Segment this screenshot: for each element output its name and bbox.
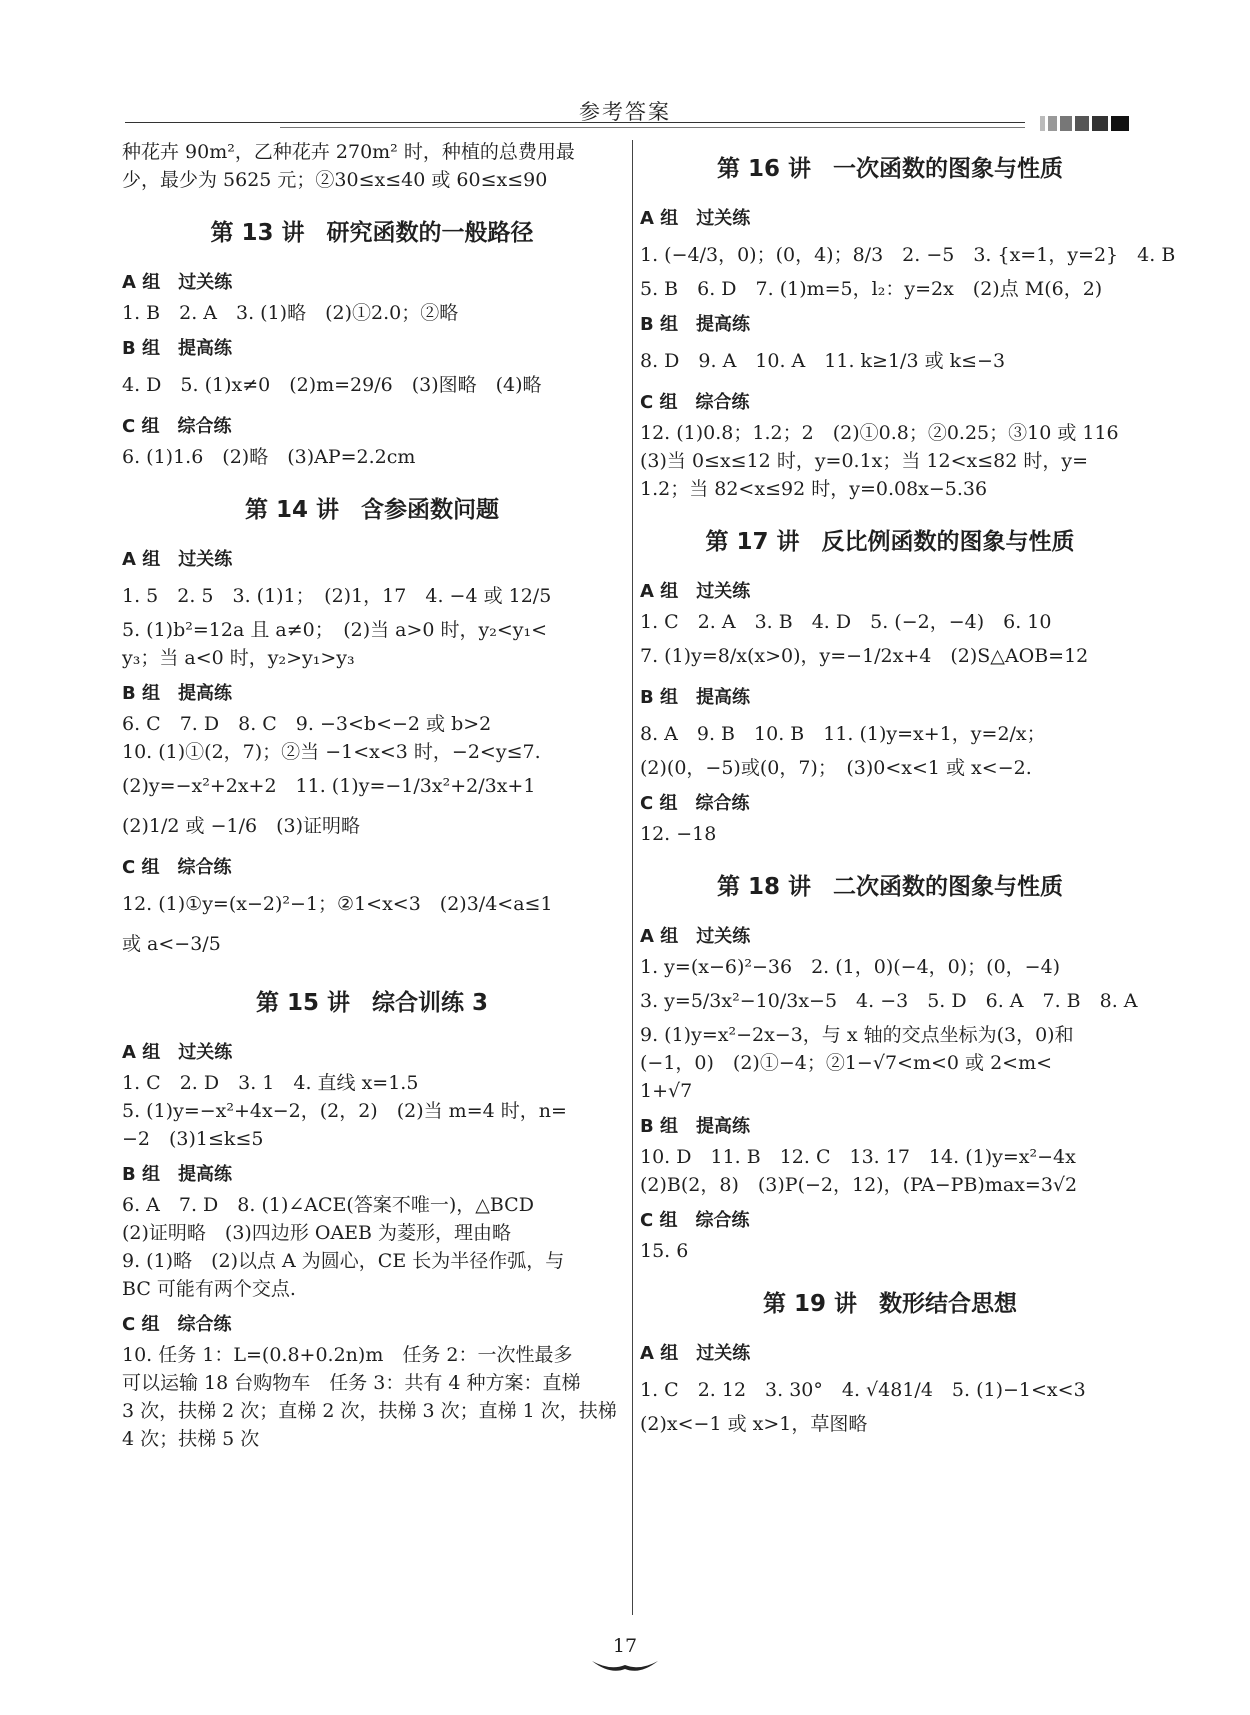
group-heading: A 组 过关练 <box>640 1343 751 1364</box>
group-heading: A 组 过关练 <box>122 549 233 570</box>
page-title: 参考答案 <box>579 100 671 124</box>
answer-line: 7. (1)y=8/x(x>0)，y=−1/2x+4 (2)S△AOB=12 <box>640 645 1089 667</box>
lecture-heading: 第 15 讲 综合训练 3 <box>255 990 489 1016</box>
answer-line: 10. (1)①(2，7)；②当 −1<x<3 时，−2<y≤7. <box>122 741 541 763</box>
answer-line: (2)x<−1 或 x>1，草图略 <box>640 1413 868 1435</box>
answer-line: 1. C 2. 12 3. 30° 4. √481/4 5. (1)−1<x<3 <box>640 1379 1086 1401</box>
group-heading: B 组 提高练 <box>640 687 750 708</box>
answer-line: (2)B(2，8) (3)P(−2，12)，(PA−PB)max=3√2 <box>640 1174 1078 1196</box>
wing-ornament-icon <box>590 1657 660 1673</box>
answer-line: 1. 5 2. 5 3. (1)1； (2)1，17 4. −4 或 12/5 <box>122 585 552 607</box>
answer-line: 6. (1)1.6 (2)略 (3)AP=2.2cm <box>122 446 416 468</box>
answer-line: 3 次，扶梯 2 次；直梯 2 次，扶梯 3 次；直梯 1 次，扶梯 <box>122 1400 617 1422</box>
right-column-content <box>640 130 1176 1438</box>
answer-line: 5. B 6. D 7. (1)m=5，l₂：y=2x (2)点 M(6，2) <box>640 278 1103 300</box>
group-heading: C 组 综合练 <box>122 857 232 878</box>
group-heading: C 组 综合练 <box>640 793 750 814</box>
answer-line: 12. −18 <box>640 823 717 845</box>
answer-line: 3. y=5/3x²−10/3x−5 4. −3 5. D 6. A 7. B 8. A <box>640 990 1138 1012</box>
answer-line: 或 a<−3/5 <box>122 933 221 955</box>
lecture-heading: 第 14 讲 含参函数问题 <box>244 497 500 523</box>
answer-line: 4 次；扶梯 5 次 <box>122 1428 260 1450</box>
answer-line: (2)证明略 (3)四边形 OAEB 为菱形，理由略 <box>122 1222 512 1244</box>
answer-line: 10. 任务 1：L=(0.8+0.2n)m 任务 2：一次性最多 <box>122 1344 573 1366</box>
group-heading: C 组 综合练 <box>122 1314 232 1335</box>
answer-line: 5. (1)y=−x²+4x−2，(2，2) (2)当 m=4 时，n= <box>122 1100 567 1122</box>
answer-line: 4. D 5. (1)x≠0 (2)m=29/6 (3)图略 (4)略 <box>122 374 542 396</box>
page-header <box>0 0 1250 135</box>
answer-line: 10. D 11. B 12. C 13. 17 14. (1)y=x²−4x <box>640 1146 1076 1168</box>
answer-line: (2)y=−x²+2x+2 11. (1)y=−1/3x²+2/3x+1 <box>122 775 536 797</box>
lecture-heading: 第 16 讲 一次函数的图象与性质 <box>716 156 1064 182</box>
group-heading: B 组 提高练 <box>122 1164 232 1185</box>
group-heading: A 组 过关练 <box>122 1042 233 1063</box>
answer-line: 15. 6 <box>640 1240 689 1262</box>
answer-line: −2 (3)1≤k≤5 <box>122 1128 264 1150</box>
group-heading: B 组 提高练 <box>122 338 232 359</box>
answer-line: 9. (1)y=x²−2x−3，与 x 轴的交点坐标为(3，0)和 <box>640 1024 1074 1046</box>
answer-line: 1. C 2. D 3. 1 4. 直线 x=1.5 <box>122 1072 419 1094</box>
answer-line: 1. y=(x−6)²−36 2. (1，0)(−4，0)；(0，−4) <box>640 956 1061 978</box>
answer-line: y₃；当 a<0 时，y₂>y₁>y₃ <box>122 647 355 669</box>
answer-line: (−1，0) (2)①−4；②1−√7<m<0 或 2<m< <box>640 1052 1053 1074</box>
group-heading: B 组 提高练 <box>122 683 232 704</box>
answer-line: 1. C 2. A 3. B 4. D 5. (−2，−4) 6. 10 <box>640 611 1052 633</box>
header-square-decoration <box>1040 115 1129 131</box>
group-heading: A 组 过关练 <box>640 926 751 947</box>
answer-line: 少，最少为 5625 元；②30≤x≤40 或 60≤x≤90 <box>122 169 548 191</box>
lecture-heading: 第 17 讲 反比例函数的图象与性质 <box>705 529 1075 555</box>
header-rule-thin <box>280 127 1025 128</box>
answer-line: 12. (1)0.8；1.2；2 (2)①0.8；②0.25；③10 或 116 <box>640 422 1119 444</box>
group-heading: A 组 过关练 <box>640 208 751 229</box>
answer-line: 1. B 2. A 3. (1)略 (2)①2.0；②略 <box>122 302 459 324</box>
answer-line: (3)当 0≤x≤12 时，y=0.1x；当 12<x≤82 时，y= <box>640 450 1089 472</box>
answer-line: 12. (1)①y=(x−2)²−1；②1<x<3 (2)3/4<a≤1 <box>122 893 553 915</box>
answer-line: 6. A 7. D 8. (1)∠ACE(答案不唯一)，△BCD <box>122 1194 534 1216</box>
answer-line: BC 可能有两个交点. <box>122 1278 296 1300</box>
group-heading: B 组 提高练 <box>640 314 750 335</box>
page-footer <box>0 1635 1250 1673</box>
answer-line: 1.2；当 82<x≤92 时，y=0.08x−5.36 <box>640 478 988 500</box>
answer-line: (2)1/2 或 −1/6 (3)证明略 <box>122 815 360 837</box>
answer-line: 5. (1)b²=12a 且 a≠0； (2)当 a>0 时，y₂<y₁< <box>122 619 548 641</box>
group-heading: C 组 综合练 <box>640 1210 750 1231</box>
answer-line: 种花卉 90m²，乙种花卉 270m² 时，种植的总费用最 <box>122 141 575 163</box>
answer-line: 9. (1)略 (2)以点 A 为圆心，CE 长为半径作弧，与 <box>122 1250 565 1272</box>
group-heading: C 组 综合练 <box>122 416 232 437</box>
answer-line: 6. C 7. D 8. C 9. −3<b<−2 或 b>2 <box>122 713 492 735</box>
header-rule <box>125 122 1025 123</box>
answer-line: 1+√7 <box>640 1080 693 1102</box>
lecture-heading: 第 18 讲 二次函数的图象与性质 <box>716 874 1064 900</box>
lecture-heading: 第 19 讲 数形结合思想 <box>762 1291 1018 1317</box>
page-number: 17 <box>612 1635 638 1657</box>
answer-line: 8. D 9. A 10. A 11. k≥1/3 或 k≤−3 <box>640 350 1006 372</box>
answer-line: 可以运输 18 台购物车 任务 3：共有 4 种方案：直梯 <box>122 1372 581 1394</box>
left-column-content <box>122 138 622 1453</box>
answer-line: (2)(0，−5)或(0，7)； (3)0<x<1 或 x<−2. <box>640 757 1032 779</box>
group-heading: C 组 综合练 <box>640 392 750 413</box>
lecture-heading: 第 13 讲 研究函数的一般路径 <box>210 220 534 246</box>
answer-line: 8. A 9. B 10. B 11. (1)y=x+1，y=2/x； <box>640 723 1046 745</box>
group-heading: B 组 提高练 <box>640 1116 750 1137</box>
group-heading: A 组 过关练 <box>122 272 233 293</box>
answer-line: 1. (−4/3，0)；(0，4)；8/3 2. −5 3. {x=1，y=2} 4. B <box>640 244 1176 266</box>
column-divider <box>632 140 633 1615</box>
group-heading: A 组 过关练 <box>640 581 751 602</box>
